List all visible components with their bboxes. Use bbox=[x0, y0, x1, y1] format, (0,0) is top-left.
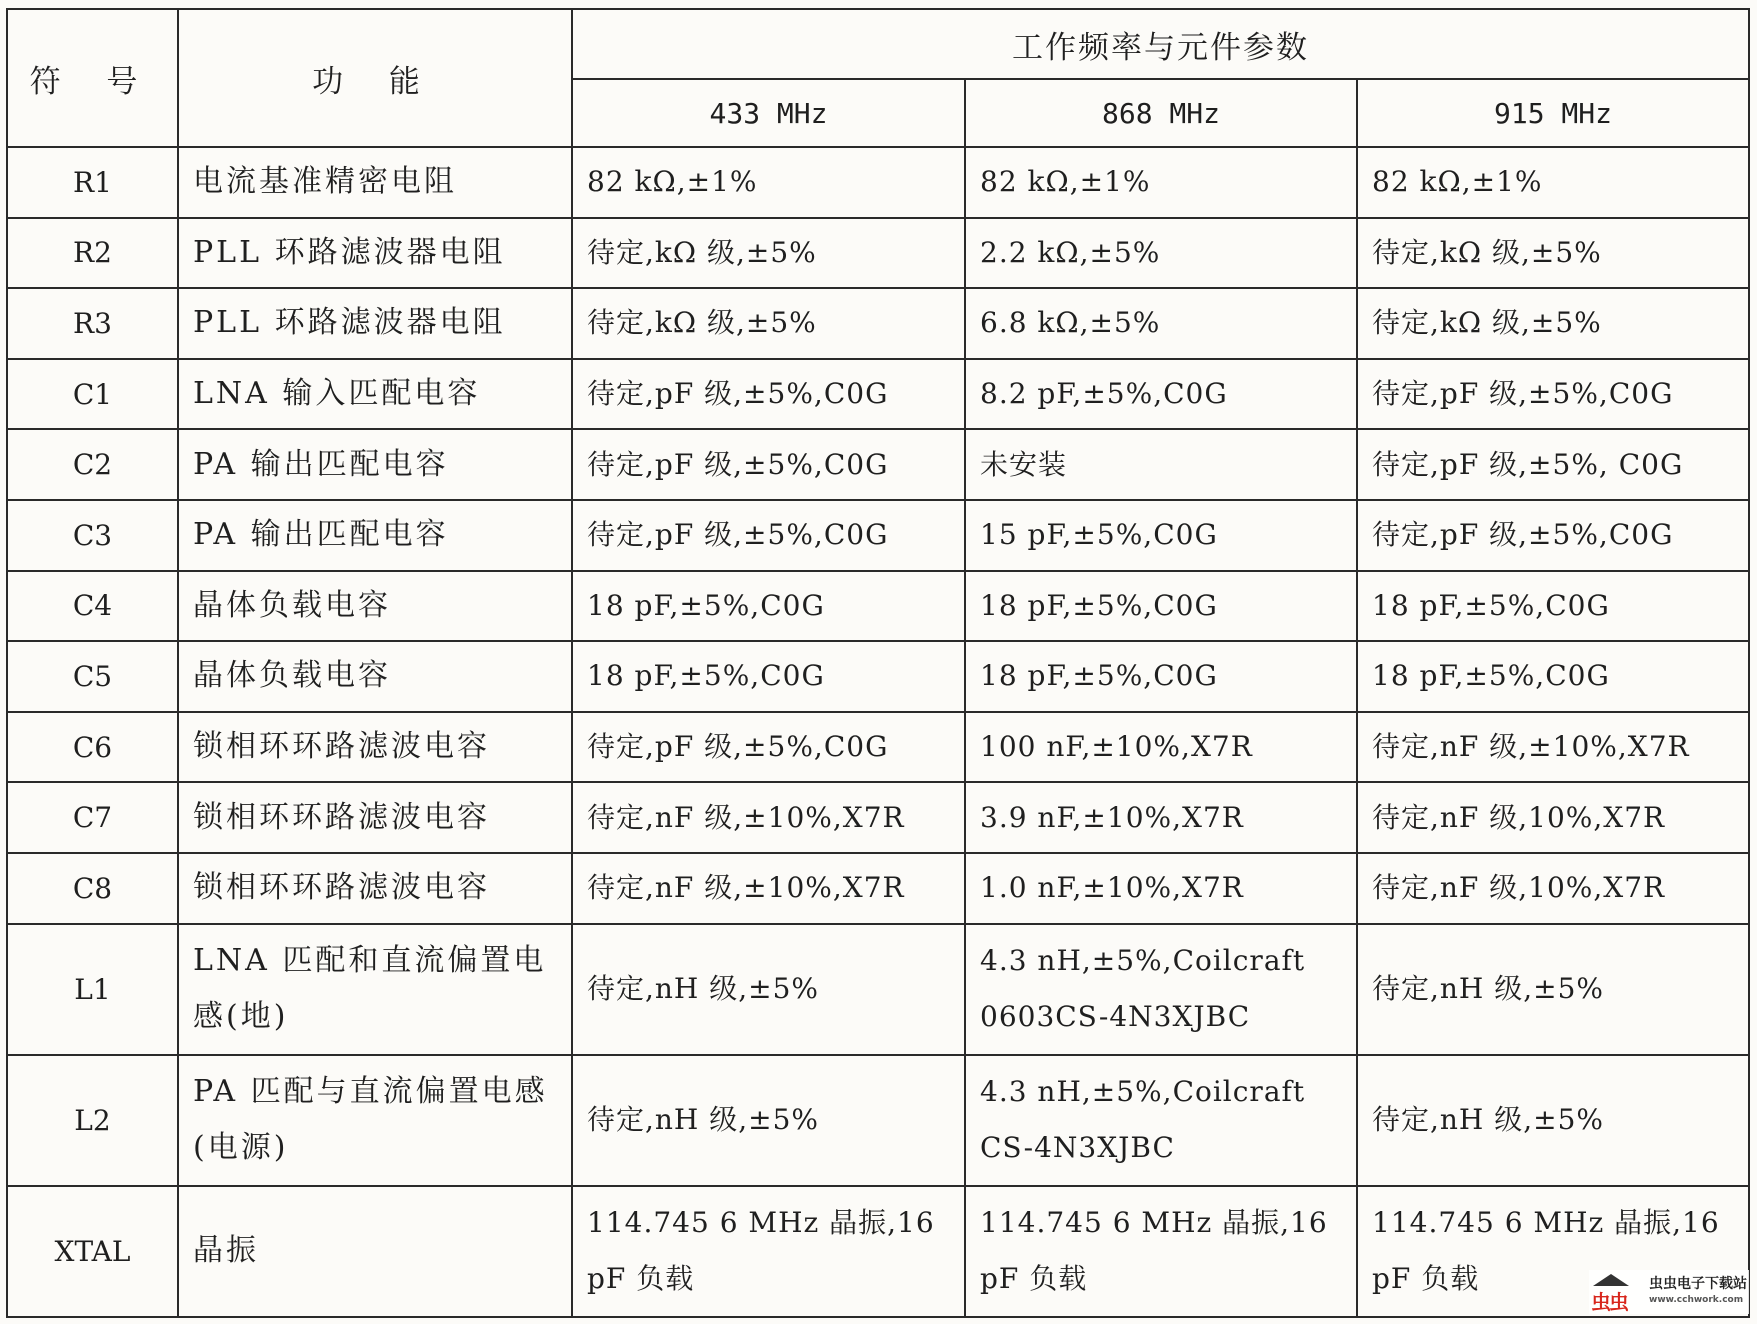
cell-function: 晶体负载电容 bbox=[178, 571, 572, 642]
table-row bbox=[7, 429, 1749, 500]
cell-value-915: 114.745 6 MHz 晶振,16 pF 负载 bbox=[1357, 1186, 1749, 1317]
table-row bbox=[7, 218, 1749, 289]
cell-symbol: R3 bbox=[7, 288, 178, 359]
cell-value-868: 114.745 6 MHz 晶振,16 pF 负载 bbox=[965, 1186, 1357, 1317]
header-group: 工作频率与元件参数 bbox=[572, 9, 1749, 79]
cell-value-433: 待定,pF 级,±5%,C0G bbox=[572, 500, 965, 571]
cell-symbol: C2 bbox=[7, 429, 178, 500]
watermark-name: 虫虫电子下载站 bbox=[1649, 1276, 1747, 1292]
cell-symbol: C3 bbox=[7, 500, 178, 571]
header-freq-868: 868 MHz bbox=[965, 79, 1357, 147]
cell-value-433: 待定,pF 级,±5%,C0G bbox=[572, 712, 965, 783]
cell-value-915: 待定,kΩ 级,±5% bbox=[1357, 218, 1749, 289]
cell-function: PA 输出匹配电容 bbox=[178, 500, 572, 571]
cell-function: 电流基准精密电阻 bbox=[178, 147, 572, 218]
cell-value-433: 待定,nH 级,±5% bbox=[572, 924, 965, 1055]
cell-value-433: 待定,nF 级,±10%,X7R bbox=[572, 853, 965, 924]
cell-value-915: 待定,nF 级,10%,X7R bbox=[1357, 782, 1749, 853]
table-row bbox=[7, 924, 1749, 1055]
cell-value-433: 待定,nH 级,±5% bbox=[572, 1055, 965, 1186]
table-row bbox=[7, 712, 1749, 783]
table-row bbox=[7, 359, 1749, 430]
cell-value-868: 8.2 pF,±5%,C0G bbox=[965, 359, 1357, 430]
cell-value-915: 待定,nF 级,10%,X7R bbox=[1357, 853, 1749, 924]
cell-symbol: L1 bbox=[7, 924, 178, 1055]
cell-value-868: 1.0 nF,±10%,X7R bbox=[965, 853, 1357, 924]
cell-value-868: 18 pF,±5%,C0G bbox=[965, 571, 1357, 642]
header-freq-433: 433 MHz bbox=[572, 79, 965, 147]
cell-function: PLL 环路滤波器电阻 bbox=[178, 288, 572, 359]
table-row bbox=[7, 782, 1749, 853]
cell-symbol: XTAL bbox=[7, 1186, 178, 1317]
cell-value-868: 82 kΩ,±1% bbox=[965, 147, 1357, 218]
cell-symbol: R1 bbox=[7, 147, 178, 218]
cell-value-868: 100 nF,±10%,X7R bbox=[965, 712, 1357, 783]
watermark-url: www.cchwork.com bbox=[1649, 1295, 1744, 1305]
cell-value-433: 待定,kΩ 级,±5% bbox=[572, 288, 965, 359]
cell-value-915: 待定,pF 级,±5%,C0G bbox=[1357, 500, 1749, 571]
cell-value-868: 6.8 kΩ,±5% bbox=[965, 288, 1357, 359]
cell-symbol: C7 bbox=[7, 782, 178, 853]
table-row bbox=[7, 1055, 1749, 1186]
cell-function: PA 匹配与直流偏置电感(电源) bbox=[178, 1055, 572, 1186]
table-row bbox=[7, 853, 1749, 924]
cell-function: LNA 匹配和直流偏置电感(地) bbox=[178, 924, 572, 1055]
cell-value-915: 待定,kΩ 级,±5% bbox=[1357, 288, 1749, 359]
cell-value-433: 82 kΩ,±1% bbox=[572, 147, 965, 218]
cell-value-868: 3.9 nF,±10%,X7R bbox=[965, 782, 1357, 853]
cell-symbol: C8 bbox=[7, 853, 178, 924]
cell-value-915: 82 kΩ,±1% bbox=[1357, 147, 1749, 218]
table-row bbox=[7, 288, 1749, 359]
cell-value-915: 18 pF,±5%,C0G bbox=[1357, 641, 1749, 712]
cell-function: PA 输出匹配电容 bbox=[178, 429, 572, 500]
cell-value-433: 114.745 6 MHz 晶振,16 pF 负载 bbox=[572, 1186, 965, 1317]
cell-value-433: 待定,pF 级,±5%,C0G bbox=[572, 359, 965, 430]
header-function: 功 能 bbox=[178, 9, 572, 147]
cell-function: 晶体负载电容 bbox=[178, 641, 572, 712]
cell-value-868: 未安装 bbox=[965, 429, 1357, 500]
cell-value-433: 待定,nF 级,±10%,X7R bbox=[572, 782, 965, 853]
cell-symbol: R2 bbox=[7, 218, 178, 289]
table-row bbox=[7, 500, 1749, 571]
table-row bbox=[7, 147, 1749, 218]
cell-value-915: 待定,nF 级,±10%,X7R bbox=[1357, 712, 1749, 783]
site-watermark bbox=[1589, 1270, 1749, 1314]
cell-function: 晶振 bbox=[178, 1186, 572, 1317]
header-symbol: 符 号 bbox=[7, 9, 178, 147]
cell-value-433: 18 pF,±5%,C0G bbox=[572, 571, 965, 642]
cell-value-868: 4.3 nH,±5%,Coilcraft 0603CS-4N3XJBC bbox=[965, 924, 1357, 1055]
cell-value-915: 待定,pF 级,±5%,C0G bbox=[1357, 359, 1749, 430]
cell-value-433: 待定,kΩ 级,±5% bbox=[572, 218, 965, 289]
table-row bbox=[7, 571, 1749, 642]
cell-function: PLL 环路滤波器电阻 bbox=[178, 218, 572, 289]
header-freq-915: 915 MHz bbox=[1357, 79, 1749, 147]
table-row bbox=[7, 641, 1749, 712]
cell-value-868: 4.3 nH,±5%,Coilcraft CS-4N3XJBC bbox=[965, 1055, 1357, 1186]
cell-value-433: 待定,pF 级,±5%,C0G bbox=[572, 429, 965, 500]
cell-value-868: 2.2 kΩ,±5% bbox=[965, 218, 1357, 289]
cell-symbol: L2 bbox=[7, 1055, 178, 1186]
cell-value-915: 待定,nH 级,±5% bbox=[1357, 924, 1749, 1055]
cell-value-868: 15 pF,±5%,C0G bbox=[965, 500, 1357, 571]
table-row bbox=[7, 1186, 1749, 1317]
cell-symbol: C1 bbox=[7, 359, 178, 430]
cell-symbol: C5 bbox=[7, 641, 178, 712]
cell-value-915: 18 pF,±5%,C0G bbox=[1357, 571, 1749, 642]
mortarboard-bug-logo-icon: 虫虫 bbox=[1589, 1272, 1645, 1312]
cell-function: LNA 输入匹配电容 bbox=[178, 359, 572, 430]
cell-symbol: C6 bbox=[7, 712, 178, 783]
cell-value-433: 18 pF,±5%,C0G bbox=[572, 641, 965, 712]
cell-function: 锁相环环路滤波电容 bbox=[178, 782, 572, 853]
component-table bbox=[6, 8, 1750, 1318]
cell-value-915: 待定,nH 级,±5% bbox=[1357, 1055, 1749, 1186]
cell-symbol: C4 bbox=[7, 571, 178, 642]
cell-function: 锁相环环路滤波电容 bbox=[178, 853, 572, 924]
cell-value-915: 待定,pF 级,±5%, C0G bbox=[1357, 429, 1749, 500]
cell-function: 锁相环环路滤波电容 bbox=[178, 712, 572, 783]
cell-value-868: 18 pF,±5%,C0G bbox=[965, 641, 1357, 712]
